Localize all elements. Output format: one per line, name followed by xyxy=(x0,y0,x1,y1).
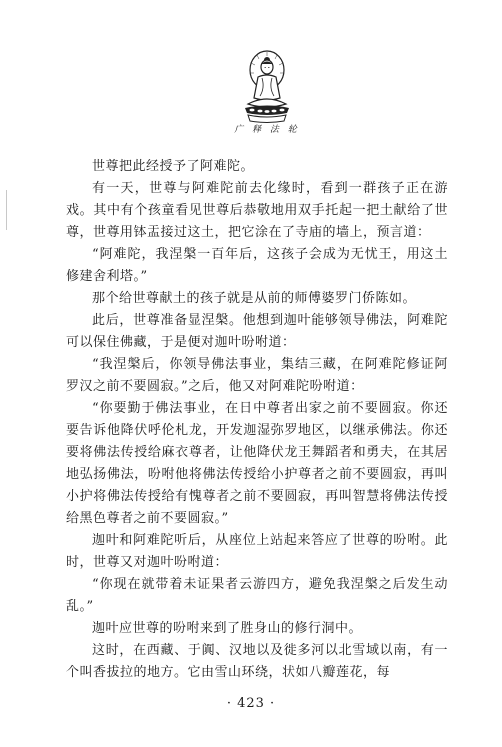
paragraph: “阿难陀，我涅槃一百年后，这孩子会成为无忧王，用这土修建舍利塔。” xyxy=(66,247,448,284)
paragraph: “你现在就带着未证果者云游四方，避免我涅槃之后发生动乱。” xyxy=(66,577,448,614)
body-text xyxy=(66,156,448,684)
paragraph: “你要勤于佛法事业，在日中尊者出家之前不要圆寂。你还要告诉他降伏呼伦札龙，开发迦湿弥罗地区，以继承佛法。你还要将佛法传授给麻衣尊者，让他降伏龙王舞蹈者和勇夫，在其居地弘扬佛法，吩咐他将佛法传授给小护尊者之前不要圆寂，再叫小护将佛法传授给有愧尊者之前不要圆寂，再叫智慧将佛法传授给黑色尊者之前不要圆寂。” xyxy=(66,401,448,526)
margin-line xyxy=(6,190,7,230)
paragraph: 这时，在西藏、于阗、汉地以及徙多河以北雪域以南，有一个叫香拔拉的地方。它由雪山环绕，状如八瓣莲花，每 xyxy=(66,643,448,680)
paragraph: 有一天，世尊与阿难陀前去化缘时，看到一群孩子正在游戏。其中有个孩童看见世尊后恭敬地用双手托起一把土献给了世尊，世尊用钵盂接过这土，把它涂在了寺庙的墙上，预言道： xyxy=(66,181,448,240)
series-title: 广 释 法 轮 xyxy=(234,125,300,135)
page-number: · 423 · xyxy=(226,696,276,711)
paragraph: 此后，世尊准备显涅槃。他想到迦叶能够领导佛法，阿难陀可以保住佛藏，于是便对迦叶吩咐道： xyxy=(66,313,448,350)
paragraph: 迦叶应世尊的吩咐来到了胜身山的修行洞中。 xyxy=(92,621,363,636)
paragraph: 世尊把此经授予了阿难陀。 xyxy=(92,159,255,174)
paragraph: 那个给世尊献土的孩子就是从前的师傅婆罗门侨陈如。 xyxy=(92,291,417,306)
paragraph: “我涅槃后，你领导佛法事业，集结三藏，在阿难陀修证阿罗汉之前不要圆寂。”之后，他又对阿难陀吩咐道： xyxy=(66,357,448,394)
paragraph: 迦叶和阿难陀听后，从座位上站起来答应了世尊的吩咐。此时，世尊又对迦叶吩咐道： xyxy=(66,533,448,570)
seated-buddha-icon xyxy=(236,46,298,124)
